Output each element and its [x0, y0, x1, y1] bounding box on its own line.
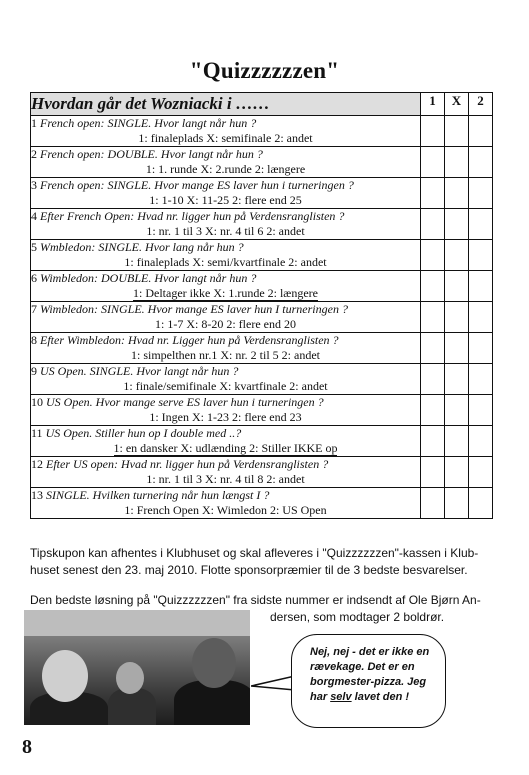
answer-box-1[interactable]	[421, 302, 445, 333]
quiz-question-row	[31, 147, 493, 178]
answer-box-x[interactable]	[445, 302, 469, 333]
quiz-question-row	[31, 209, 493, 240]
answer-box-1[interactable]	[421, 395, 445, 426]
bubble-line-3: borgmester-pizza. Jeg	[310, 676, 427, 688]
quiz-question-row	[31, 116, 493, 147]
question-cell	[31, 302, 421, 333]
answer-options: 1: 1-7 X: 8-20 2: flere end 20	[155, 317, 296, 331]
question-cell	[31, 488, 421, 519]
answer-box-2[interactable]	[469, 395, 493, 426]
answer-box-2[interactable]	[469, 147, 493, 178]
question-cell	[31, 457, 421, 488]
question-text: 6 Wimbledon: DOUBLE. Hvor langt når hun ?	[31, 271, 257, 285]
question-cell	[31, 209, 421, 240]
quiz-question-row	[31, 271, 493, 302]
question-cell	[31, 178, 421, 209]
answer-box-2[interactable]	[469, 302, 493, 333]
question-cell	[31, 116, 421, 147]
answer-options: 1: 1. runde X: 2.runde 2: længere	[145, 162, 306, 176]
answer-box-x[interactable]	[445, 333, 469, 364]
question-cell	[31, 426, 421, 457]
answer-box-1[interactable]	[421, 271, 445, 302]
bubble-line-4: har selv lavet den !	[310, 691, 410, 703]
answer-box-2[interactable]	[469, 240, 493, 271]
answer-box-2[interactable]	[469, 364, 493, 395]
answer-options: 1: 1-10 X: 11-25 2: flere end 25	[149, 193, 302, 207]
question-cell	[31, 271, 421, 302]
question-text: 1 French open: SINGLE. Hvor langt når hun ?	[31, 116, 257, 130]
question-text: 3 French open: SINGLE. Hvor mange ES laver hun i turneringen ?	[31, 178, 354, 192]
answer-box-x[interactable]	[445, 178, 469, 209]
answer-box-x[interactable]	[445, 209, 469, 240]
answer-box-1[interactable]	[421, 488, 445, 519]
answer-box-1[interactable]	[421, 116, 445, 147]
answer-options: 1: finale/semifinale X: kvartfinale 2: andet	[123, 379, 328, 393]
quiz-question-row	[31, 333, 493, 364]
answer-box-x[interactable]	[445, 147, 469, 178]
quiz-question-row	[31, 426, 493, 457]
answer-box-1[interactable]	[421, 457, 445, 488]
quiz-question-row	[31, 364, 493, 395]
answer-box-x[interactable]	[445, 395, 469, 426]
question-cell	[31, 395, 421, 426]
quiz-header-row	[31, 93, 493, 116]
answer-options: 1: finaleplads X: semifinale 2: andet	[138, 131, 313, 145]
answer-box-x[interactable]	[445, 488, 469, 519]
question-cell	[31, 240, 421, 271]
question-text: 9 US Open. SINGLE. Hvor langt når hun ?	[31, 364, 239, 378]
col-1-header: 1	[421, 93, 445, 116]
answer-box-2[interactable]	[469, 116, 493, 147]
question-text: 2 French open: DOUBLE. Hvor langt når hun ?	[31, 147, 263, 161]
answer-box-1[interactable]	[421, 209, 445, 240]
answer-box-x[interactable]	[445, 457, 469, 488]
answer-options: 1: nr. 1 til 3 X: nr. 4 til 6 2: andet	[146, 224, 305, 238]
quiz-question-row	[31, 457, 493, 488]
answer-options: 1: French Open X: Wimledon 2: US Open	[124, 503, 327, 517]
answer-box-2[interactable]	[469, 333, 493, 364]
question-cell	[31, 147, 421, 178]
answer-box-1[interactable]	[421, 147, 445, 178]
answer-box-2[interactable]	[469, 271, 493, 302]
question-text: 12 Efter US open: Hvad nr. ligger hun på Verdensranglisten ?	[31, 457, 329, 471]
answer-options: 1: nr. 1 til 3 X: nr. 4 til 8 2: andet	[146, 472, 305, 486]
answer-box-2[interactable]	[469, 178, 493, 209]
question-cell	[31, 333, 421, 364]
answer-box-1[interactable]	[421, 240, 445, 271]
answer-box-x[interactable]	[445, 364, 469, 395]
quiz-question-row	[31, 240, 493, 271]
page-number: 8	[22, 736, 32, 758]
quiz-question-row	[31, 178, 493, 209]
speech-bubble-tail	[251, 672, 295, 696]
quiz-header-title: Hvordan går det Wozniacki i ……	[31, 93, 421, 116]
answer-box-x[interactable]	[445, 271, 469, 302]
answer-box-1[interactable]	[421, 178, 445, 209]
question-text: 4 Efter French Open: Hvad nr. ligger hun på Verdensranglisten ?	[31, 209, 345, 223]
answer-box-x[interactable]	[445, 426, 469, 457]
question-text: 7 Wimbledon: SINGLE. Hvor mange ES laver hun I turneringen ?	[31, 302, 348, 316]
bubble-line-2: rævekage. Det er en	[310, 661, 415, 673]
coupon-info-text: Tipskupon kan afhentes i Klubhuset og skal afleveres i "Quizzzzzzen"-kassen i Klub-huset senest den 23. maj 2010. Flotte sponsorpræmier til de 3 bedste besvarelser.	[30, 546, 479, 577]
question-text: 5 Wmbledon: SINGLE. Hvor lang når hun ?	[31, 240, 244, 254]
page-title: "Quizzzzzzen"	[189, 58, 340, 83]
question-cell	[31, 364, 421, 395]
answer-box-1[interactable]	[421, 426, 445, 457]
question-text: 10 US Open. Hvor mange serve ES laver hun i turneringen ?	[31, 395, 324, 409]
answer-options: 1: finaleplads X: semi/kvartfinale 2: andet	[124, 255, 327, 269]
quiz-question-row	[31, 302, 493, 333]
answer-options: 1: en dansker X: udlænding 2: Stiller IKKE op	[113, 441, 338, 455]
quiz-question-row	[31, 395, 493, 426]
answer-box-x[interactable]	[445, 116, 469, 147]
answer-box-x[interactable]	[445, 240, 469, 271]
quiz-table	[30, 92, 493, 519]
col-x-header: X	[445, 93, 469, 116]
question-text: 8 Efter Wimbledon: Hvad nr. Ligger hun på Verdensranglisten ?	[31, 333, 339, 347]
winner-text-line2: dersen, som modtager 2 boldrør.	[270, 610, 445, 624]
answer-box-1[interactable]	[421, 333, 445, 364]
col-2-header: 2	[469, 93, 493, 116]
answer-box-2[interactable]	[469, 209, 493, 240]
answer-options: 1: simpelthen nr.1 X: nr. 2 til 5 2: andet	[131, 348, 320, 362]
speech-bubble	[291, 634, 446, 728]
question-text: 13 SINGLE. Hvilken turnering når hun længst I ?	[31, 488, 270, 502]
answer-options: 1: Deltager ikke X: 1.runde 2: længere	[133, 286, 318, 300]
answer-options: 1: Ingen X: 1-23 2: flere end 23	[149, 410, 302, 424]
photo-people	[24, 610, 250, 725]
question-text: 11 US Open. Stiller hun op I double med ..?	[31, 426, 242, 440]
quiz-question-row	[31, 488, 493, 519]
answer-box-2[interactable]	[469, 426, 493, 457]
answer-box-2[interactable]	[469, 457, 493, 488]
answer-box-2[interactable]	[469, 488, 493, 519]
winner-text-line1: Den bedste løsning på "Quizzzzzzen" fra sidste nummer er indsendt af Ole Bjørn An-	[30, 593, 481, 607]
bubble-line-1: Nej, nej - det er ikke en	[310, 646, 430, 658]
answer-box-1[interactable]	[421, 364, 445, 395]
